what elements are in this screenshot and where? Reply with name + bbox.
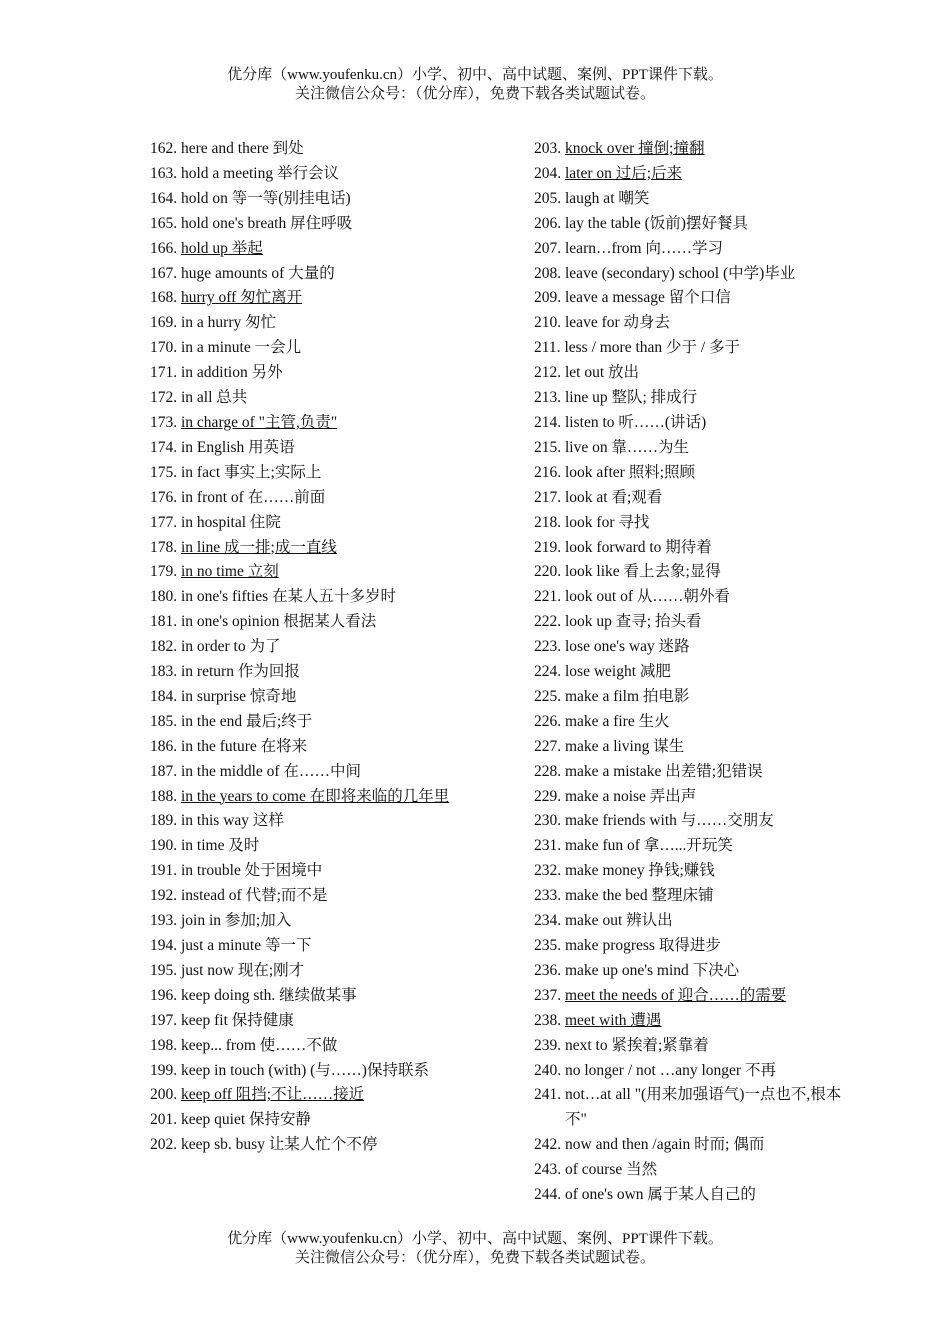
phrase-entry bbox=[150, 162, 460, 187]
left-phrase-column bbox=[150, 137, 460, 1158]
phrase-text: here and there 到处 bbox=[181, 140, 304, 157]
phrase-number: 233. bbox=[534, 887, 562, 905]
phrase-number: 217. bbox=[534, 488, 562, 506]
phrase-number: 186. bbox=[150, 737, 178, 755]
phrase-text: in trouble 处于困境中 bbox=[181, 862, 323, 880]
page-footer bbox=[0, 1230, 950, 1268]
phrase-number: 172. bbox=[150, 389, 178, 407]
phrase-text: in one's fifties 在某人五十多岁时 bbox=[181, 588, 397, 606]
phrase-text: make a noise 弄出声 bbox=[565, 787, 697, 805]
phrase-entry bbox=[150, 137, 460, 162]
phrase-entry bbox=[534, 610, 844, 635]
phrase-entry bbox=[534, 511, 844, 536]
phrase-text: no longer / not …any longer 不再 bbox=[565, 1061, 776, 1079]
phrase-number: 192. bbox=[150, 887, 178, 905]
phrase-entry bbox=[534, 635, 844, 660]
phrase-text: instead of 代替;而不是 bbox=[181, 887, 328, 905]
phrase-number: 221. bbox=[534, 588, 562, 606]
phrase-number: 187. bbox=[150, 762, 178, 780]
phrase-number: 220. bbox=[534, 563, 562, 581]
phrase-entry bbox=[534, 859, 844, 884]
right-phrase-column bbox=[534, 137, 844, 1208]
phrase-number: 189. bbox=[150, 812, 178, 830]
phrase-entry bbox=[534, 361, 844, 386]
phrase-text: in fact 事实上;实际上 bbox=[181, 463, 322, 481]
phrase-number: 193. bbox=[150, 912, 178, 930]
phrase-entry bbox=[150, 511, 460, 536]
phrase-entry bbox=[534, 909, 844, 934]
phrase-number: 222. bbox=[534, 613, 562, 631]
phrase-number: 183. bbox=[150, 663, 178, 681]
phrase-text: join in 参加;加入 bbox=[181, 912, 292, 930]
phrase-text: look forward to 期待着 bbox=[565, 538, 712, 556]
phrase-entry bbox=[534, 809, 844, 834]
phrase-entry bbox=[534, 262, 844, 287]
phrase-number: 237. bbox=[534, 986, 562, 1004]
phrase-number: 235. bbox=[534, 937, 562, 954]
phrase-entry bbox=[534, 536, 844, 561]
phrase-text: in a minute 一会儿 bbox=[181, 339, 302, 357]
phrase-entry bbox=[150, 1034, 460, 1059]
phrase-number: 188. bbox=[150, 787, 178, 805]
phrase-entry bbox=[150, 1059, 460, 1084]
phrase-number: 238. bbox=[534, 1011, 562, 1029]
phrase-text: make a mistake 出差错;犯错误 bbox=[565, 762, 763, 780]
phrase-text: in no time 立刻 bbox=[181, 563, 279, 581]
footer-line-2: 关注微信公众号：（优分库），免费下载各类试题试卷。 bbox=[294, 1250, 655, 1266]
phrase-entry bbox=[534, 286, 844, 311]
phrase-text: keep in touch (with) (与……)保持联系 bbox=[181, 1061, 429, 1079]
phrase-entry bbox=[534, 237, 844, 262]
phrase-entry bbox=[534, 137, 844, 162]
phrase-number: 182. bbox=[150, 638, 178, 656]
phrase-entry bbox=[150, 461, 460, 486]
phrase-number: 166. bbox=[150, 239, 178, 257]
phrase-entry bbox=[150, 635, 460, 660]
phrase-number: 232. bbox=[534, 862, 562, 880]
phrase-entry bbox=[150, 785, 460, 810]
phrase-number: 169. bbox=[150, 314, 178, 332]
phrase-text: less / more than 少于 / 多于 bbox=[564, 339, 741, 357]
phrase-number: 200. bbox=[150, 1086, 178, 1104]
phrase-number: 206. bbox=[534, 214, 562, 232]
phrase-number: 239. bbox=[534, 1036, 562, 1054]
phrase-entry bbox=[150, 560, 460, 585]
phrase-number: 228. bbox=[534, 762, 562, 780]
phrase-text: keep doing sth. 继续做某事 bbox=[181, 986, 357, 1004]
phrase-number: 211. bbox=[534, 339, 561, 357]
phrase-number: 196. bbox=[150, 986, 178, 1004]
phrase-text: in hospital 住院 bbox=[181, 513, 281, 531]
phrase-entry bbox=[150, 959, 460, 984]
phrase-entry bbox=[150, 361, 460, 386]
phrase-number: 212. bbox=[534, 364, 562, 382]
phrase-text: meet the needs of 迎合……的需要 bbox=[565, 986, 787, 1004]
phrase-entry bbox=[534, 461, 844, 486]
phrase-text: make a film 拍电影 bbox=[565, 687, 690, 705]
phrase-text: in line 成一排;成一直线 bbox=[181, 538, 337, 556]
phrase-entry bbox=[534, 710, 844, 735]
phrase-number: 205. bbox=[534, 189, 562, 207]
header-line-1: 优分库（www.youfenku.cn）小学、初中、高中试题、案例、PPT课件下载。 bbox=[227, 67, 723, 83]
phrase-text: look at 看;观看 bbox=[565, 488, 663, 506]
phrase-number: 185. bbox=[150, 712, 178, 730]
phrase-text: in the middle of 在……中间 bbox=[181, 762, 361, 780]
phrase-entry bbox=[150, 760, 460, 785]
phrase-number: 191. bbox=[150, 862, 178, 880]
phrase-text: hold a meeting 举行会议 bbox=[181, 164, 339, 182]
phrase-number: 173. bbox=[150, 413, 178, 431]
phrase-text: listen to 听……(讲话) bbox=[565, 413, 707, 431]
phrase-entry bbox=[150, 536, 460, 561]
phrase-entry bbox=[150, 237, 460, 262]
phrase-number: 241. bbox=[534, 1086, 562, 1104]
phrase-text: in English 用英语 bbox=[181, 438, 295, 456]
phrase-number: 178. bbox=[150, 538, 178, 556]
phrase-entry bbox=[534, 162, 844, 187]
phrase-entry bbox=[150, 336, 460, 361]
phrase-text: in a hurry 匆忙 bbox=[181, 314, 277, 332]
phrase-number: 180. bbox=[150, 588, 178, 606]
phrase-text: huge amounts of 大量的 bbox=[181, 264, 335, 282]
phrase-text: in this way 这样 bbox=[181, 812, 284, 830]
phrase-text: in surprise 惊奇地 bbox=[181, 687, 297, 705]
phrase-number: 234. bbox=[534, 912, 562, 930]
phrase-text: in the future 在将来 bbox=[181, 737, 308, 755]
phrase-text: in all 总共 bbox=[181, 389, 248, 407]
phrase-number: 226. bbox=[534, 712, 562, 730]
phrase-entry bbox=[534, 959, 844, 984]
phrase-number: 208. bbox=[534, 264, 562, 282]
phrase-text: laugh at 嘲笑 bbox=[565, 189, 650, 207]
phrase-entry bbox=[534, 834, 844, 859]
phrase-text: in order to 为了 bbox=[181, 638, 281, 656]
phrase-entry bbox=[150, 411, 460, 436]
phrase-number: 170. bbox=[150, 339, 178, 357]
phrase-number: 174. bbox=[150, 438, 178, 456]
phrase-text: let out 放出 bbox=[565, 364, 640, 382]
phrase-entry bbox=[150, 311, 460, 336]
phrase-text: make up one's mind 下决心 bbox=[565, 961, 740, 979]
phrase-number: 244. bbox=[534, 1186, 562, 1204]
phrase-text: look out of 从……朝外看 bbox=[565, 588, 730, 606]
phrase-entry bbox=[150, 909, 460, 934]
phrase-number: 199. bbox=[150, 1061, 178, 1079]
phrase-text: make a fire 生火 bbox=[565, 712, 670, 730]
phrase-text: live on 靠……为生 bbox=[565, 438, 689, 456]
phrase-number: 202. bbox=[150, 1136, 178, 1154]
phrase-text: in the end 最后;终于 bbox=[181, 712, 313, 730]
footer-line-1: 优分库（www.youfenku.cn）小学、初中、高中试题、案例、PPT课件下载。 bbox=[227, 1231, 723, 1247]
phrase-number: 181. bbox=[150, 613, 178, 631]
phrase-text: keep... from 使……不做 bbox=[181, 1036, 338, 1054]
phrase-entry bbox=[150, 187, 460, 212]
phrase-number: 162. bbox=[150, 140, 178, 157]
phrase-number: 195. bbox=[150, 961, 178, 979]
phrase-number: 184. bbox=[150, 687, 178, 705]
phrase-text: in addition 另外 bbox=[181, 364, 283, 382]
phrase-text: make out 辨认出 bbox=[565, 912, 673, 930]
phrase-entry bbox=[534, 1083, 844, 1133]
phrase-number: 163. bbox=[150, 164, 178, 182]
phrase-text: make progress 取得进步 bbox=[565, 937, 721, 954]
phrase-text: in the years to come 在即将来临的几年里 bbox=[181, 787, 450, 805]
phrase-text: keep off 阻挡;不让……接近 bbox=[181, 1086, 365, 1104]
phrase-text: make friends with 与……交朋友 bbox=[565, 812, 774, 830]
phrase-number: 177. bbox=[150, 513, 178, 531]
phrase-number: 236. bbox=[534, 961, 562, 979]
phrase-text: make the bed 整理床铺 bbox=[565, 887, 714, 905]
phrase-entry bbox=[534, 187, 844, 212]
phrase-entry bbox=[150, 685, 460, 710]
phrase-entry bbox=[150, 809, 460, 834]
phrase-number: 215. bbox=[534, 438, 562, 456]
phrase-entry bbox=[150, 1009, 460, 1034]
phrase-number: 213. bbox=[534, 389, 562, 407]
phrase-text: look for 寻找 bbox=[565, 513, 650, 531]
phrase-text: in one's opinion 根据某人看法 bbox=[181, 613, 377, 631]
phrase-entry bbox=[150, 859, 460, 884]
phrase-text: leave for 动身去 bbox=[565, 314, 671, 332]
phrase-text: just now 现在;刚才 bbox=[181, 961, 305, 979]
phrase-entry bbox=[534, 1009, 844, 1034]
phrase-text: in return 作为回报 bbox=[181, 663, 300, 681]
phrase-text: later on 过后;后来 bbox=[565, 164, 683, 182]
phrase-number: 210. bbox=[534, 314, 562, 332]
phrase-entry bbox=[534, 336, 844, 361]
phrase-number: 203. bbox=[534, 140, 562, 157]
phrase-entry bbox=[150, 1083, 460, 1108]
phrase-entry bbox=[534, 1133, 844, 1158]
phrase-text: lose weight 减肥 bbox=[565, 663, 671, 681]
phrase-text: make fun of 拿…...开玩笑 bbox=[565, 837, 733, 855]
phrase-text: lay the table (饭前)摆好餐具 bbox=[565, 214, 748, 232]
phrase-number: 168. bbox=[150, 289, 178, 307]
phrase-text: meet with 遭遇 bbox=[565, 1011, 662, 1029]
phrase-entry bbox=[150, 884, 460, 909]
phrase-number: 216. bbox=[534, 463, 562, 481]
phrase-entry bbox=[150, 735, 460, 760]
phrase-number: 218. bbox=[534, 513, 562, 531]
phrase-entry bbox=[150, 286, 460, 311]
phrase-number: 230. bbox=[534, 812, 562, 830]
phrase-number: 240. bbox=[534, 1061, 562, 1079]
phrase-number: 223. bbox=[534, 638, 562, 656]
phrase-text: of one's own 属于某人自己的 bbox=[565, 1186, 756, 1204]
phrase-text: look like 看上去象;显得 bbox=[565, 563, 721, 581]
phrase-number: 204. bbox=[534, 164, 562, 182]
phrase-entry bbox=[534, 1183, 844, 1208]
phrase-text: in front of 在……前面 bbox=[181, 488, 326, 506]
phrase-text: look up 查寻; 抬头看 bbox=[565, 613, 702, 631]
phrase-entry bbox=[534, 685, 844, 710]
phrase-number: 242. bbox=[534, 1136, 562, 1154]
phrase-number: 214. bbox=[534, 413, 562, 431]
phrase-entry bbox=[150, 1108, 460, 1133]
phrase-number: 198. bbox=[150, 1036, 178, 1054]
phrase-number: 175. bbox=[150, 463, 178, 481]
phrase-text: hurry off 匆忙离开 bbox=[181, 289, 303, 307]
phrase-number: 231. bbox=[534, 837, 562, 855]
page-header bbox=[0, 66, 950, 104]
phrase-entry bbox=[150, 486, 460, 511]
phrase-text: knock over 撞倒;撞翻 bbox=[565, 140, 705, 157]
phrase-entry bbox=[534, 386, 844, 411]
phrase-text: not…at all "(用来加强语气)一点也不,根本不" bbox=[565, 1086, 842, 1129]
phrase-number: 201. bbox=[150, 1111, 178, 1129]
phrase-entry bbox=[150, 660, 460, 685]
phrase-text: keep sb. busy 让某人忙个不停 bbox=[181, 1136, 378, 1154]
phrase-number: 164. bbox=[150, 189, 178, 207]
phrase-text: hold one's breath 屏住呼吸 bbox=[181, 214, 353, 232]
phrase-text: make money 挣钱;赚钱 bbox=[565, 862, 715, 880]
phrase-text: hold on 等一等(别挂电话) bbox=[181, 189, 351, 207]
phrase-entry bbox=[534, 1034, 844, 1059]
phrase-entry bbox=[150, 834, 460, 859]
phrase-entry bbox=[150, 984, 460, 1009]
phrase-text: look after 照料;照顾 bbox=[565, 463, 696, 481]
phrase-text: of course 当然 bbox=[565, 1161, 658, 1179]
phrase-entry bbox=[534, 785, 844, 810]
phrase-text: just a minute 等一下 bbox=[181, 937, 312, 954]
phrase-entry bbox=[534, 1158, 844, 1183]
phrase-entry bbox=[534, 486, 844, 511]
phrase-text: learn…from 向……学习 bbox=[565, 239, 723, 257]
phrase-text: leave a message 留个口信 bbox=[565, 289, 731, 307]
phrase-entry bbox=[150, 610, 460, 635]
phrase-text: next to 紧挨着;紧靠着 bbox=[565, 1036, 709, 1054]
phrase-text: now and then /again 时而; 偶而 bbox=[565, 1136, 765, 1154]
phrase-entry bbox=[534, 984, 844, 1009]
phrase-text: leave (secondary) school (中学)毕业 bbox=[565, 264, 796, 282]
phrase-text: in charge of "主管,负责" bbox=[181, 413, 338, 431]
phrase-text: keep fit 保持健康 bbox=[181, 1011, 294, 1029]
phrase-entry bbox=[534, 212, 844, 237]
header-line-2: 关注微信公众号：（优分库），免费下载各类试题试卷。 bbox=[294, 86, 655, 102]
phrase-number: 243. bbox=[534, 1161, 562, 1179]
phrase-number: 227. bbox=[534, 737, 562, 755]
phrase-entry bbox=[534, 585, 844, 610]
phrase-entry bbox=[150, 1133, 460, 1158]
phrase-text: make a living 谋生 bbox=[565, 737, 685, 755]
phrase-entry bbox=[150, 212, 460, 237]
phrase-number: 176. bbox=[150, 488, 178, 506]
phrase-entry bbox=[534, 660, 844, 685]
phrase-number: 190. bbox=[150, 837, 178, 855]
phrase-entry bbox=[150, 710, 460, 735]
phrase-text: keep quiet 保持安静 bbox=[181, 1111, 312, 1129]
phrase-text: in time 及时 bbox=[181, 837, 260, 855]
phrase-number: 179. bbox=[150, 563, 178, 581]
phrase-number: 167. bbox=[150, 264, 178, 282]
phrase-number: 225. bbox=[534, 687, 562, 705]
phrase-number: 165. bbox=[150, 214, 178, 232]
phrase-number: 194. bbox=[150, 937, 178, 954]
phrase-entry bbox=[534, 1059, 844, 1084]
phrase-entry bbox=[534, 884, 844, 909]
phrase-number: 207. bbox=[534, 239, 562, 257]
phrase-number: 171. bbox=[150, 364, 178, 382]
phrase-number: 219. bbox=[534, 538, 562, 556]
phrase-entry bbox=[150, 386, 460, 411]
phrase-entry bbox=[150, 436, 460, 461]
phrase-number: 209. bbox=[534, 289, 562, 307]
phrase-text: line up 整队; 排成行 bbox=[565, 389, 698, 407]
phrase-entry bbox=[534, 436, 844, 461]
phrase-entry bbox=[150, 934, 460, 959]
phrase-entry bbox=[534, 411, 844, 436]
phrase-number: 224. bbox=[534, 663, 562, 681]
phrase-entry bbox=[534, 560, 844, 585]
phrase-entry bbox=[534, 311, 844, 336]
phrase-number: 229. bbox=[534, 787, 562, 805]
phrase-entry bbox=[534, 735, 844, 760]
phrase-number: 197. bbox=[150, 1011, 178, 1029]
phrase-entry bbox=[150, 262, 460, 287]
phrase-text: lose one's way 迷路 bbox=[565, 638, 690, 656]
phrase-entry bbox=[534, 760, 844, 785]
phrase-text: hold up 举起 bbox=[181, 239, 263, 257]
phrase-entry bbox=[534, 934, 844, 959]
phrase-entry bbox=[150, 585, 460, 610]
